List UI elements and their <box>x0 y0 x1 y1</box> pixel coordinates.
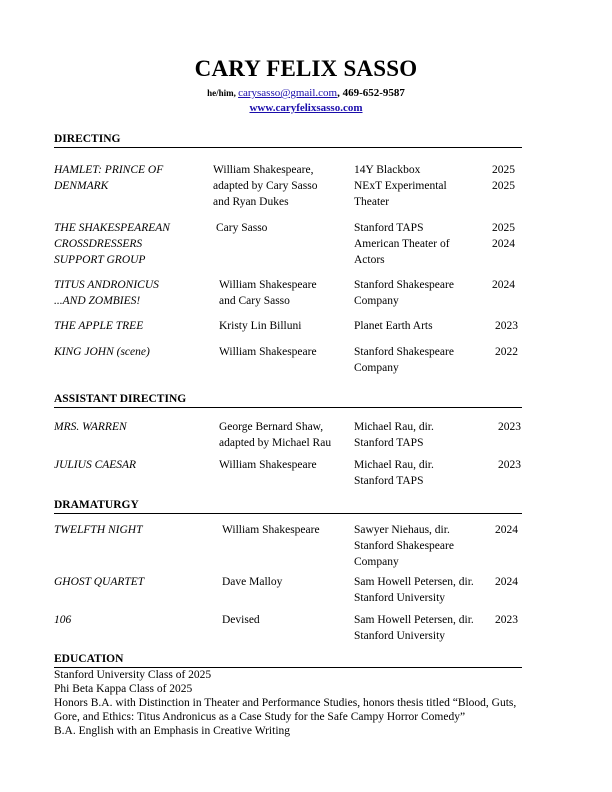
credit-title: KING JOHN (scene) <box>54 346 150 358</box>
credit-venue: Sam Howell Petersen, dir. <box>354 576 474 588</box>
phone: , 469-652-9587 <box>337 87 405 99</box>
email-link[interactable]: carysasso@gmail.com <box>238 87 338 99</box>
credit-year: 2025 <box>492 222 515 234</box>
credit-venue-column <box>354 344 489 376</box>
credit-venue: Stanford Shakespeare <box>354 540 454 552</box>
education-line: B.A. English with an Emphasis in Creative Writing <box>54 725 291 737</box>
credit-year-column <box>492 162 532 194</box>
credit-title-column <box>54 612 204 628</box>
credit-venue: Michael Rau, dir. <box>354 421 434 433</box>
credit-venue: American Theater of <box>354 238 450 250</box>
credit-venue: 14Y Blackbox <box>354 164 421 176</box>
credit-title-column <box>54 318 204 334</box>
credit-author-column <box>219 419 354 451</box>
credit-venue: Theater <box>354 196 390 208</box>
credit-venue: Sam Howell Petersen, dir. <box>354 614 474 626</box>
credit-year: 2023 <box>495 320 518 332</box>
resume-name: CARY FELIX SASSO <box>194 56 418 81</box>
credit-title: MRS. WARREN <box>54 421 127 433</box>
credit-year: 2024 <box>492 279 515 291</box>
credit-title-column <box>54 457 204 473</box>
credit-author: William Shakespeare <box>219 346 317 358</box>
credit-year-column <box>492 277 532 293</box>
credit-author: William Shakespeare <box>222 524 320 536</box>
credit-year: 2024 <box>495 524 518 536</box>
credit-year-column <box>495 522 535 538</box>
section-heading-dramaturgy: DRAMATURGY <box>54 499 522 514</box>
education-list <box>54 668 554 738</box>
credit-author-column <box>222 574 357 590</box>
education-line: Gore, and Ethics: Titus Andronicus as a Case Study for the Safe Campy Horror Comedy” <box>54 711 466 723</box>
credit-title: CROSSDRESSERS <box>54 238 143 250</box>
credit-author: Cary Sasso <box>216 222 268 234</box>
credit-title: HAMLET: PRINCE OF <box>54 164 164 176</box>
credit-author: Devised <box>222 614 260 626</box>
credit-year: 2023 <box>498 459 521 471</box>
credit-author-column <box>213 162 348 210</box>
credit-title-column <box>54 574 204 590</box>
credit-venue: Stanford University <box>354 592 446 604</box>
credit-author: William Shakespeare <box>219 459 317 471</box>
credit-venue: Stanford University <box>354 630 446 642</box>
credit-title: THE APPLE TREE <box>54 320 144 332</box>
credit-year: 2023 <box>498 421 521 433</box>
credit-venue: NExT Experimental <box>354 180 447 192</box>
credit-title-column <box>54 162 204 194</box>
credit-venue-column <box>354 162 489 210</box>
credit-venue: Company <box>354 556 399 568</box>
pronouns: he/him, <box>207 88 239 98</box>
credit-author: and Ryan Dukes <box>213 196 289 208</box>
credit-title: SUPPORT GROUP <box>54 254 146 266</box>
credit-title: 106 <box>54 614 72 626</box>
credit-year-column <box>495 318 535 334</box>
credit-title-column <box>54 419 204 435</box>
credit-venue-column <box>354 220 489 268</box>
credit-author: adapted by Michael Rau <box>219 437 332 449</box>
credit-author: and Cary Sasso <box>219 295 290 307</box>
credit-author: Dave Malloy <box>222 576 283 588</box>
section-heading-education: EDUCATION <box>54 653 522 668</box>
credit-venue: Stanford TAPS <box>354 222 424 234</box>
website-line <box>0 102 612 114</box>
credit-year-column <box>492 220 532 252</box>
credit-author: Kristy Lin Billuni <box>219 320 302 332</box>
credit-year: 2023 <box>495 614 518 626</box>
credit-title: JULIUS CAESAR <box>54 459 137 471</box>
credit-author: adapted by Cary Sasso <box>213 180 318 192</box>
credit-title: THE SHAKESPEAREAN <box>54 222 170 234</box>
credit-venue: Stanford TAPS <box>354 437 424 449</box>
credit-year-column <box>498 419 538 435</box>
credit-author-column <box>216 220 351 236</box>
credit-year: 2024 <box>492 238 515 250</box>
credit-venue: Michael Rau, dir. <box>354 459 434 471</box>
credit-title: GHOST QUARTET <box>54 576 145 588</box>
credit-title-column <box>54 522 204 538</box>
credit-title-column <box>54 220 204 268</box>
credit-title: DENMARK <box>54 180 109 192</box>
credit-author-column <box>219 457 354 473</box>
website-link[interactable]: www.caryfelixsasso.com <box>249 102 363 114</box>
credit-author-column <box>219 344 354 360</box>
credit-author-column <box>219 277 354 309</box>
education-line: Stanford University Class of 2025 <box>54 669 212 681</box>
credit-venue: Stanford Shakespeare <box>354 279 454 291</box>
credit-venue-column <box>354 522 489 570</box>
credit-title-column <box>54 344 204 360</box>
credit-author: George Bernard Shaw, <box>219 421 324 433</box>
credit-venue-column <box>354 574 489 606</box>
credit-year: 2022 <box>495 346 518 358</box>
credit-venue: Stanford Shakespeare <box>354 346 454 358</box>
contact-line <box>0 87 612 99</box>
education-line: Phi Beta Kappa Class of 2025 <box>54 683 193 695</box>
credit-venue: Stanford TAPS <box>354 475 424 487</box>
credit-year-column <box>495 344 535 360</box>
credit-year-column <box>498 457 538 473</box>
credit-author-column <box>222 522 357 538</box>
credit-author: William Shakespeare, <box>213 164 314 176</box>
credit-venue-column <box>354 419 489 451</box>
credit-venue-column <box>354 318 489 334</box>
credit-venue: Company <box>354 295 399 307</box>
credit-venue-column <box>354 277 489 309</box>
credit-venue-column <box>354 612 489 644</box>
credit-title-column <box>54 277 204 309</box>
credit-venue: Planet Earth Arts <box>354 320 433 332</box>
credit-year: 2024 <box>495 576 518 588</box>
education-line: Honors B.A. with Distinction in Theater and Performance Studies, honors thesis titled “Blood, Guts, <box>54 697 517 709</box>
credit-author-column <box>219 318 354 334</box>
credit-year: 2025 <box>492 164 515 176</box>
credit-venue-column <box>354 457 489 489</box>
credit-author-column <box>222 612 357 628</box>
credit-title: ...AND ZOMBIES! <box>54 295 141 307</box>
credit-title: TWELFTH NIGHT <box>54 524 143 536</box>
credit-venue: Actors <box>354 254 385 266</box>
credit-year-column <box>495 574 535 590</box>
credit-year: 2025 <box>492 180 515 192</box>
credit-venue: Sawyer Niehaus, dir. <box>354 524 450 536</box>
credit-venue: Company <box>354 362 399 374</box>
credit-title: TITUS ANDRONICUS <box>54 279 159 291</box>
section-heading-assistant-directing: ASSISTANT DIRECTING <box>54 393 522 408</box>
credit-year-column <box>495 612 535 628</box>
section-heading-directing: DIRECTING <box>54 133 522 148</box>
credit-author: William Shakespeare <box>219 279 317 291</box>
